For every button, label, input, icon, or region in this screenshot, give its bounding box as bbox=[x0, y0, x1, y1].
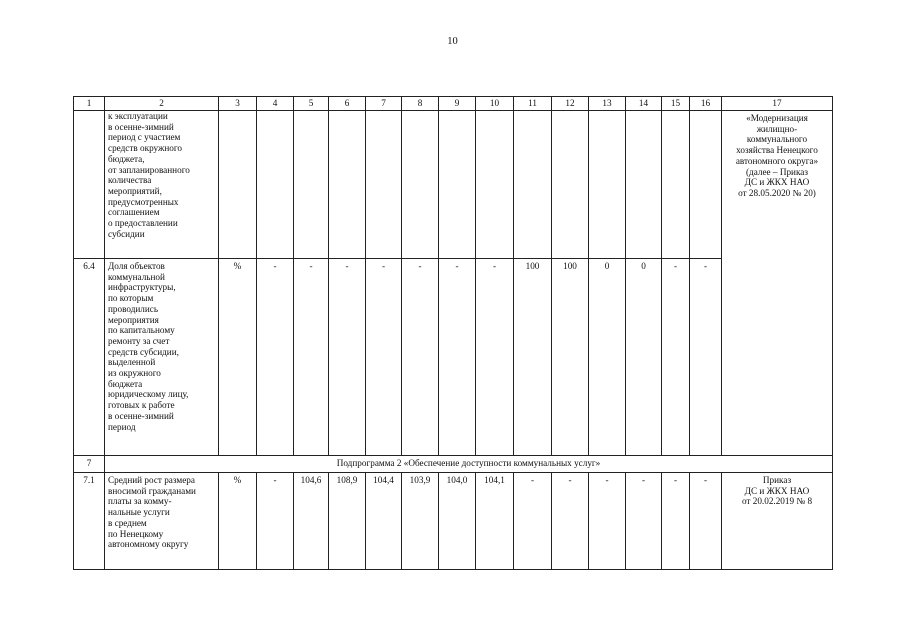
header-cell: 2 bbox=[105, 97, 219, 111]
source-note: «Модернизация жилищно- коммунального хозяйства Ненецкого автономного округа» (далее – Приказ ДС и ЖКХ НАО от 28.05.2020 № 20) bbox=[722, 111, 833, 456]
header-cell: 10 bbox=[476, 97, 514, 111]
page-number: 10 bbox=[447, 36, 458, 47]
indicator-name: к эксплуатации в осенне-зимний период с участием средств окружного бюджета, от запланированного количества мероприятий, предусмотренных соглашением о предоставлении субсидии bbox=[105, 111, 219, 259]
value-cell bbox=[626, 111, 662, 259]
header-cell: 14 bbox=[626, 97, 662, 111]
header-cell: 17 bbox=[722, 97, 833, 111]
value-cell bbox=[514, 111, 552, 259]
section-title: Подпрограмма 2 «Обеспечение доступности коммунальных услуг» bbox=[105, 456, 833, 473]
table-row-continued bbox=[74, 111, 833, 259]
header-cell: 5 bbox=[294, 97, 329, 111]
section-row-7 bbox=[74, 456, 833, 473]
value-cell: - bbox=[662, 259, 690, 456]
row-number-cell bbox=[74, 111, 105, 259]
header-cell: 6 bbox=[329, 97, 366, 111]
header-row bbox=[74, 97, 833, 111]
indicator-name: Средний рост размера вносимой гражданами платы за комму- нальные услуги в среднем по Ненецкому автономному округу bbox=[105, 473, 219, 570]
value-cell: - bbox=[514, 473, 552, 570]
value-cell: - bbox=[552, 473, 589, 570]
value-cell bbox=[476, 111, 514, 259]
value-cell bbox=[662, 111, 690, 259]
value-cell: 104,6 bbox=[294, 473, 329, 570]
section-number: 7 bbox=[74, 456, 105, 473]
value-cell bbox=[690, 111, 722, 259]
header-cell: 8 bbox=[402, 97, 439, 111]
value-cell bbox=[257, 111, 294, 259]
value-cell: - bbox=[402, 259, 439, 456]
header-cell: 9 bbox=[439, 97, 476, 111]
value-cell: - bbox=[257, 473, 294, 570]
header-cell: 13 bbox=[589, 97, 626, 111]
value-cell bbox=[329, 111, 366, 259]
value-cell: - bbox=[294, 259, 329, 456]
source-note: Приказ ДС и ЖКХ НАО от 20.02.2019 № 8 bbox=[722, 473, 833, 570]
value-cell bbox=[439, 111, 476, 259]
value-cell bbox=[552, 111, 589, 259]
table-row-6-4 bbox=[74, 259, 833, 456]
header-cell: 7 bbox=[366, 97, 402, 111]
value-cell bbox=[366, 111, 402, 259]
header-cell: 12 bbox=[552, 97, 589, 111]
value-cell bbox=[219, 111, 257, 259]
header-cell: 15 bbox=[662, 97, 690, 111]
header-cell: 3 bbox=[219, 97, 257, 111]
header-cell: 16 bbox=[690, 97, 722, 111]
value-cell: - bbox=[589, 473, 626, 570]
value-cell: - bbox=[439, 259, 476, 456]
header-cell: 1 bbox=[74, 97, 105, 111]
value-cell: 104,0 bbox=[439, 473, 476, 570]
row-number: 7.1 bbox=[74, 473, 105, 570]
value-cell: - bbox=[329, 259, 366, 456]
unit-cell: % bbox=[219, 259, 257, 456]
value-cell: 0 bbox=[626, 259, 662, 456]
value-cell: 103,9 bbox=[402, 473, 439, 570]
row-number: 6.4 bbox=[74, 259, 105, 456]
value-cell: 100 bbox=[552, 259, 589, 456]
table-row-7-1 bbox=[74, 473, 833, 570]
value-cell: - bbox=[366, 259, 402, 456]
value-cell: - bbox=[257, 259, 294, 456]
value-cell: 100 bbox=[514, 259, 552, 456]
value-cell bbox=[402, 111, 439, 259]
value-cell: 108,9 bbox=[329, 473, 366, 570]
header-cell: 11 bbox=[514, 97, 552, 111]
value-cell: 104,1 bbox=[476, 473, 514, 570]
value-cell bbox=[589, 111, 626, 259]
value-cell: - bbox=[626, 473, 662, 570]
header-cell: 4 bbox=[257, 97, 294, 111]
value-cell: - bbox=[662, 473, 690, 570]
value-cell: - bbox=[690, 259, 722, 456]
unit-cell: % bbox=[219, 473, 257, 570]
indicators-table bbox=[73, 96, 833, 570]
value-cell: - bbox=[690, 473, 722, 570]
value-cell: - bbox=[476, 259, 514, 456]
indicator-name: Доля объектов коммунальной инфраструктуры, по которым проводились мероприятия по капитальному ремонту за счет средств субсидии, выделенной из окружного бюджета юридическому лицу, готовых к работе в осенне-зимний период bbox=[105, 259, 219, 456]
value-cell: 0 bbox=[589, 259, 626, 456]
value-cell bbox=[294, 111, 329, 259]
value-cell: 104,4 bbox=[366, 473, 402, 570]
